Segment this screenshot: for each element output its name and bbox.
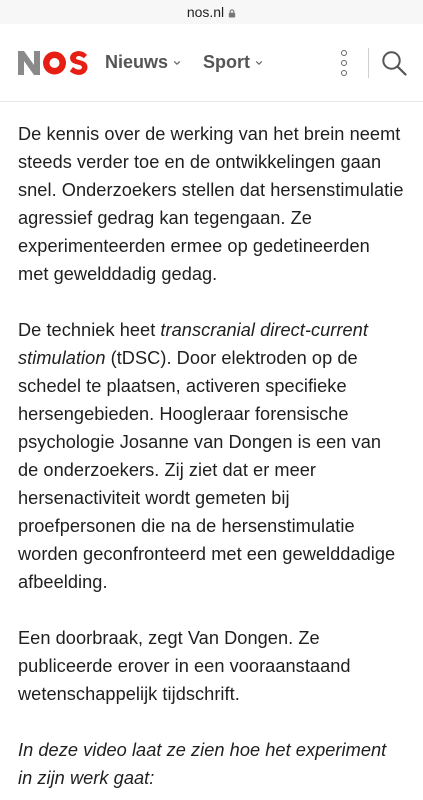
nos-logo[interactable] — [17, 50, 89, 76]
browser-url-bar[interactable] — [0, 0, 423, 24]
nav-item-nieuws[interactable] — [105, 52, 181, 73]
text-span: De techniek heet — [18, 320, 161, 340]
video-intro-text — [18, 736, 405, 792]
lock-icon — [228, 9, 236, 18]
nav-item-label: Sport — [203, 52, 251, 72]
article-paragraph: Een doorbraak, zegt Van Dongen. Ze publiceerde erover in een vooraanstaand wetenschappelijk tijdschrift. — [18, 628, 351, 704]
nav-item-label: Nieuws — [105, 52, 169, 72]
search-icon[interactable] — [381, 50, 407, 76]
more-vertical-icon[interactable] — [334, 49, 354, 77]
text-span: (tDSC). Door elektroden op de schedel te plaatsen, activeren specifieke hersengebieden. Hoogleraar forensische psychologie Josanne van Dongen is een van de onderzoekers. Zij ziet dat er meer hersenactiviteit wordt gemeten bij proefpersonen die na de hersenstimulatie worden geconfronteerd met een gewelddadige afbeelding. — [18, 348, 396, 592]
emphasis-text: In deze video laat ze zien hoe het experiment in zijn werk gaat: — [18, 740, 387, 788]
logo-mark — [17, 50, 89, 76]
article-paragraph — [18, 316, 405, 596]
chevron-down-icon — [173, 59, 181, 67]
chevron-down-icon — [255, 59, 263, 67]
emphasis-text: transcranial direct-current stimulation — [18, 320, 368, 368]
nav-item-sport[interactable] — [203, 52, 263, 73]
article-paragraph: De kennis over de werking van het brein neemt steeds verder toe en de ontwikkelingen gaan snel. Onderzoekers stellen dat hersenstimulatie agressief gedrag kan tegengaan. Ze experimenteerden ermee op gedetineerden met gewelddadig gedag. — [18, 124, 404, 284]
url-text: nos.nl — [186, 4, 225, 20]
header-divider — [368, 48, 369, 78]
article-body — [0, 102, 423, 792]
site-header — [0, 24, 423, 102]
